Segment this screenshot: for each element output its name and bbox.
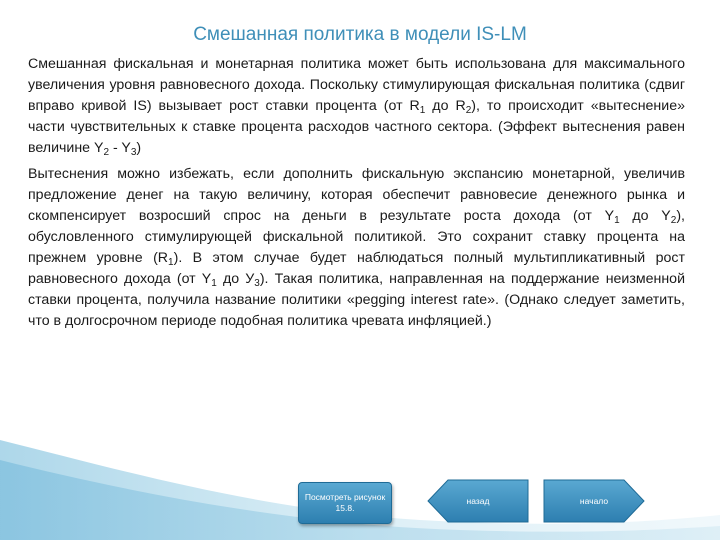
back-label: назад bbox=[466, 496, 490, 506]
home-button[interactable] bbox=[542, 478, 646, 524]
slide-title: Смешанная политика в модели IS-LM bbox=[193, 24, 527, 45]
home-label: начало bbox=[579, 496, 609, 506]
paragraph-pegging-policy: Вытеснения можно избежать, если дополнить фискальную экспансию монетарной, увеличив предложение денег на такую величину, которая обеспечит равновесие денежного рынка и скомпенсирует возросший спрос на деньги в результате роста дохода (от $Y_1$ до $Y_2$), обусловленного стимулирующей фискальной политикой. Это сохранит ставку процента на прежнем уровне $(R_1)$. В этом случае будет наблюдаться полный мультипликативный рост равновесного дохода (от $Y_1$ до $У_3$). Такая политика, направленная на поддержание неизменной ставки процента, получила название политики «pegging interest rate». (Однако следует заметить, что в долгосрочном периоде подобная политика чревата инфляцией.) bbox=[28, 166, 685, 329]
back-button[interactable] bbox=[426, 478, 530, 524]
view-figure-button[interactable] bbox=[298, 482, 392, 524]
paragraph-crowding-out: Смешанная фискальная и монетарная политика может быть использована для максимального увеличения уровня равновесного дохода. Поскольку стимулирующая фискальная политика (сдвиг вправо кривой IS) вызывает рост ставки процента (от $R_1$ до $R_2$), то происходит «вытеснение» части чувствительных к ставке процента расходов частного сектора. (Эффект вытеснения равен величине $Y_2 - Y_3$) bbox=[28, 56, 685, 158]
view-figure-label: Посмотреть рисунок 15.8. bbox=[304, 492, 386, 513]
